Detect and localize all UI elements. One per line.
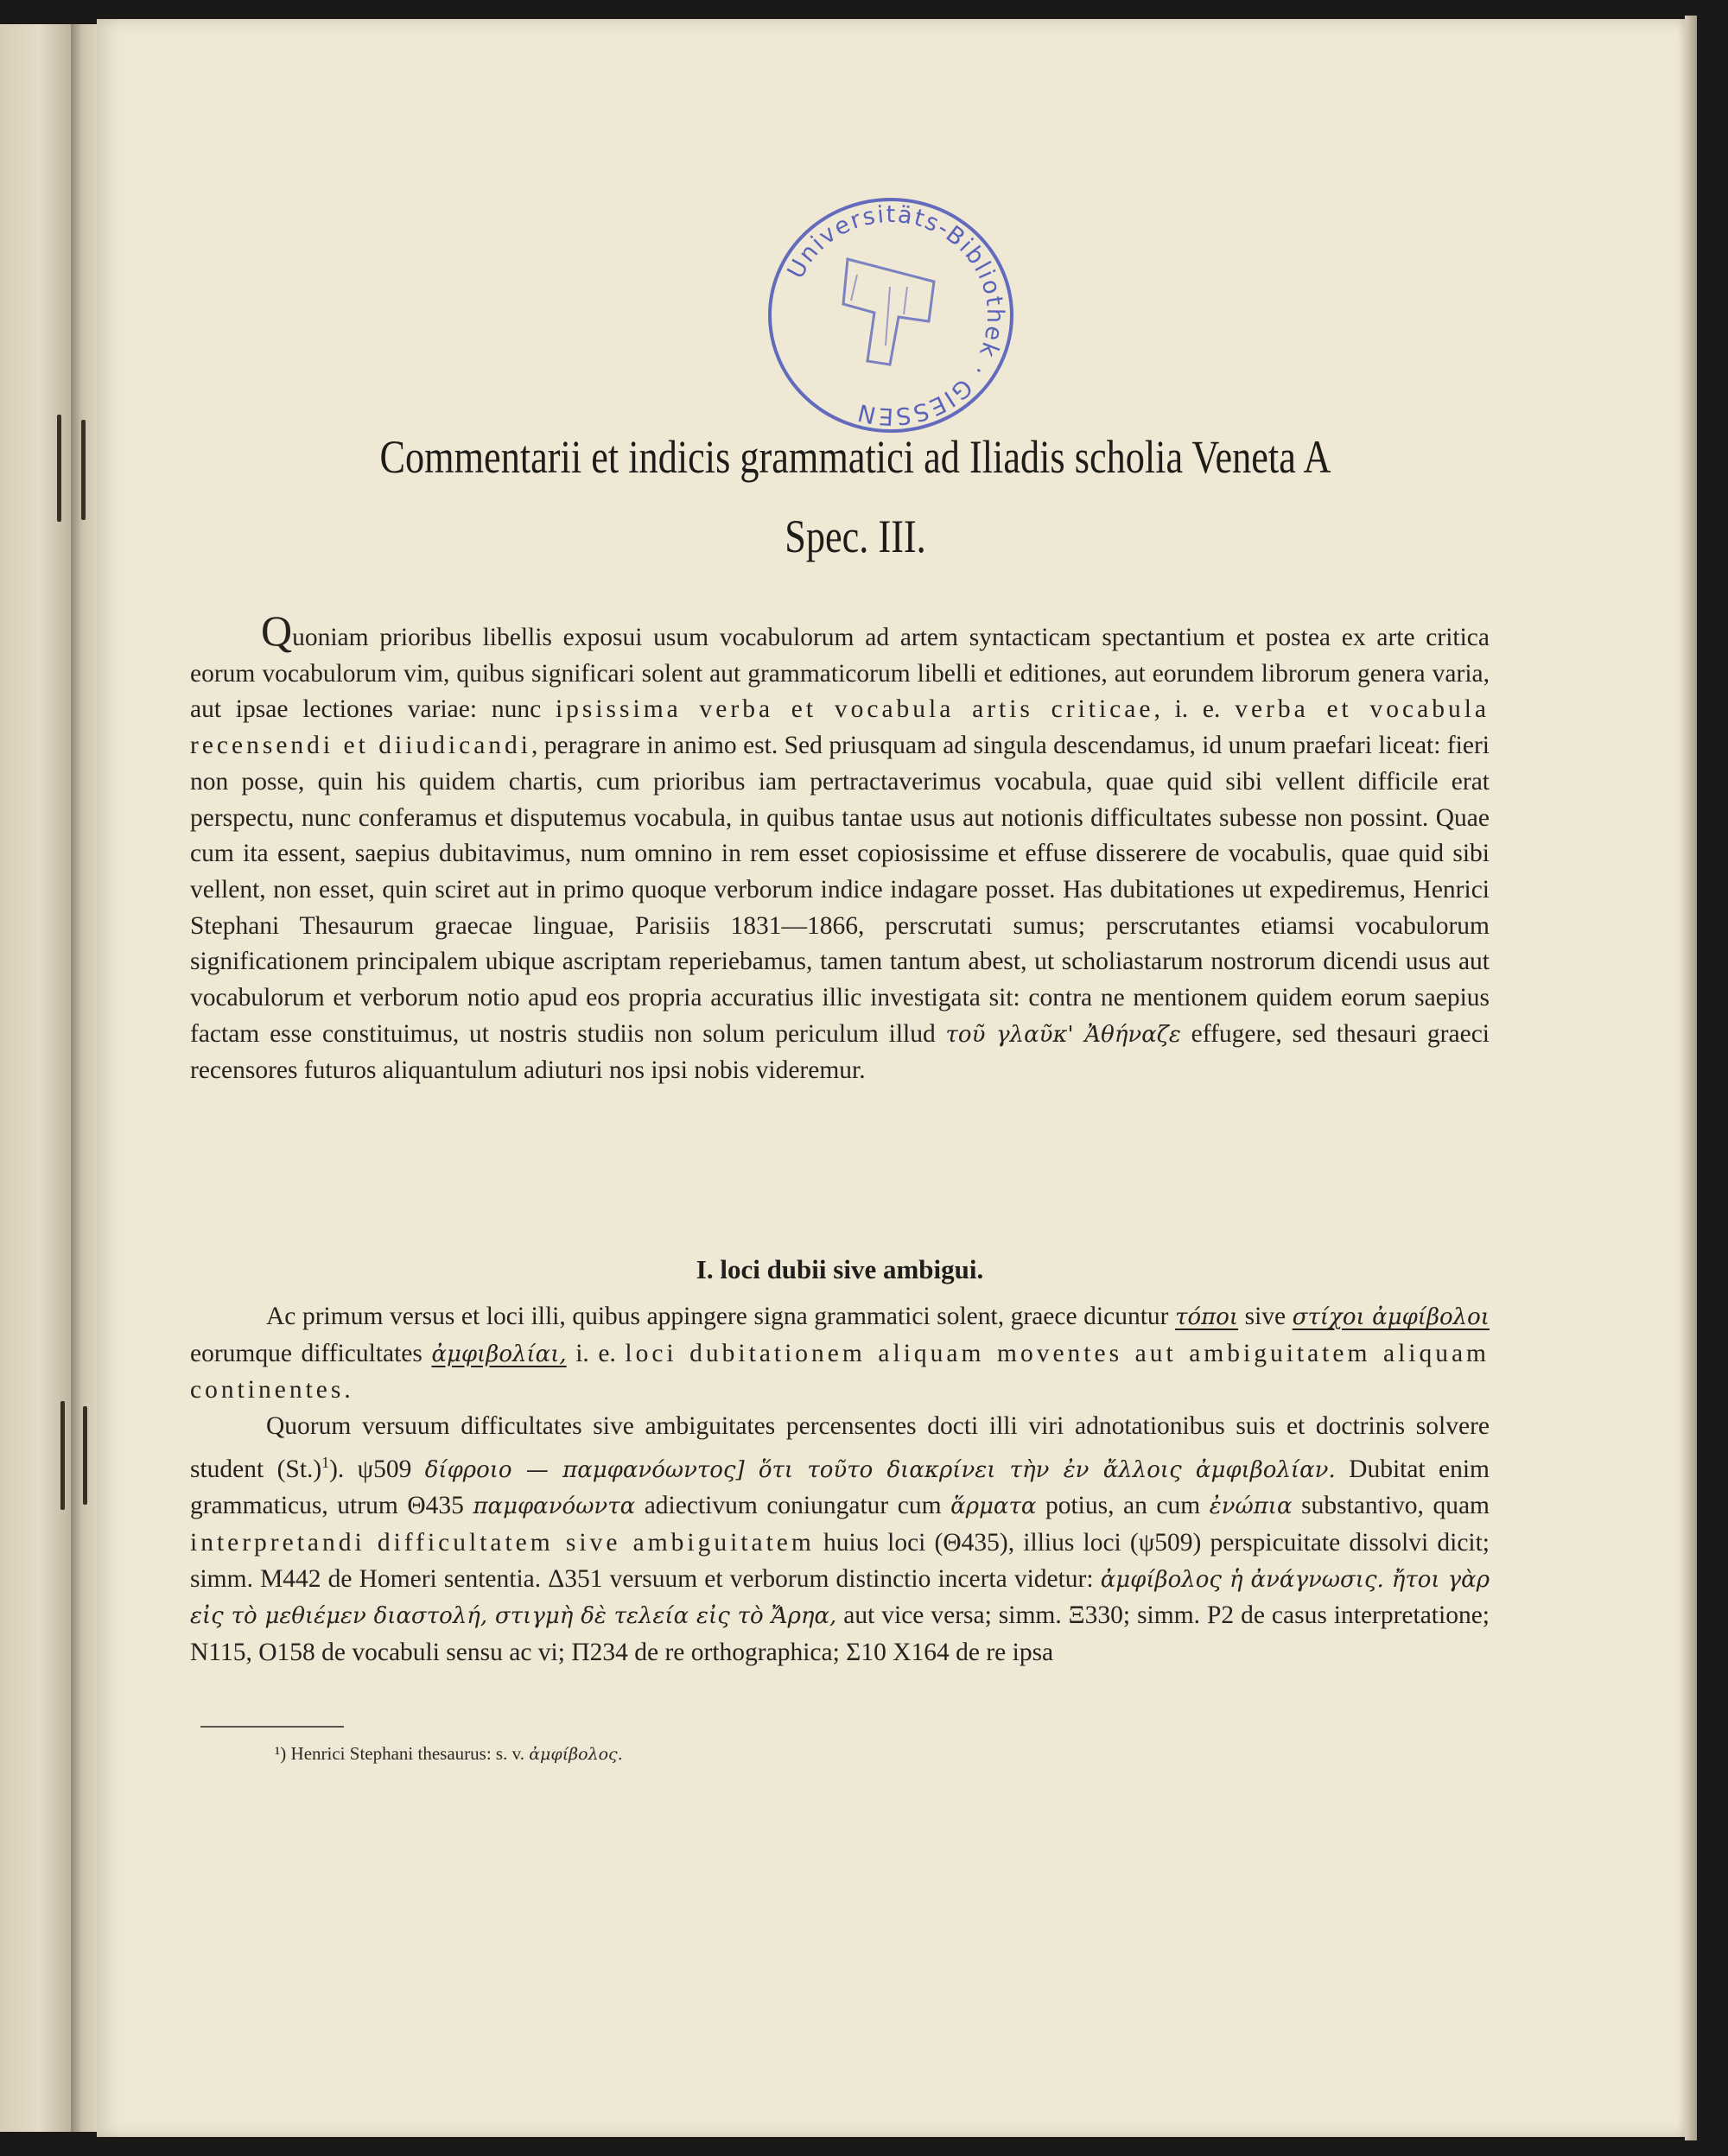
greek-text: στίχοι ἀμφίβολοι	[1292, 1304, 1490, 1330]
text-run: aut vice versa; simm. Ξ330; simm. Ρ2 de casus interpretatione; Ν115, Ο158 de vocabuli sensu ac vi; Π234 de re orthographica; Σ10 Χ164 de re ipsa	[190, 1601, 1490, 1667]
text-run: ). ψ509	[329, 1455, 425, 1483]
spaced-text: verba et vocabula recensendi et diiudicandi	[190, 695, 1490, 760]
text-run: adiectivum coniungatur cum	[635, 1492, 951, 1520]
text-run: eorumque difficultates	[190, 1339, 432, 1367]
text-run: Ac primum versus et loci illi, quibus appingere signa grammatici solent, graece dicuntur	[266, 1303, 1176, 1330]
greek-text: ἅρματα	[950, 1493, 1037, 1520]
text-run: 1	[321, 1453, 330, 1471]
text-run: sive	[1238, 1303, 1293, 1330]
text-run: Dubitat enim grammaticus, utrum Θ435	[190, 1455, 1490, 1520]
drop-cap: Q	[261, 606, 293, 655]
greek-text: ἀμφίβολος ἡ ἀνάγνωσις. ἤτοι γὰρ εἰς τὸ μεθιέμεν διαστολή, στιγμὴ δὲ τελεία εἰς τὸ Ἄρηα,	[190, 1566, 1490, 1630]
text-run: .	[344, 1376, 351, 1405]
text-run: effugere, sed thesauri graeci recensores futuros aliquantulum adiuturi nos ipsi nobis videremur.	[190, 1019, 1490, 1085]
page-subtitle: Spec. III.	[785, 510, 926, 562]
page-title: Commentarii et indicis grammatici ad Iliadis scholia Veneta A	[379, 431, 1331, 483]
text-run: huius loci (Θ435), illius loci (ψ509) perspicuitate dissolvi dicit; simm. Μ442 de Homeri sententia. Δ351 versuum et verborum distinctio incerta videtur:	[190, 1528, 1490, 1593]
greek-text: τόποι	[1175, 1304, 1239, 1330]
introduction-paragraph	[190, 606, 1490, 1089]
library-stamp-icon	[760, 192, 1021, 439]
page-edge	[1685, 16, 1697, 2140]
footnote-text: Henrici Stephani thesaurus: s. v.	[290, 1743, 530, 1764]
greek-text: ἐνώπια	[1209, 1493, 1293, 1520]
section-heading: I. loci dubii sive ambigui.	[696, 1254, 984, 1284]
footnote-marker: ¹)	[275, 1743, 287, 1764]
section-paragraph	[190, 1409, 1490, 1671]
previous-page-edge	[0, 24, 71, 2132]
spaced-text: interpretandi difficultatem sive ambiguitatem	[190, 1528, 815, 1557]
binding-stitch	[81, 420, 86, 520]
footnote	[275, 1743, 1225, 1765]
text-run: potius, an cum	[1036, 1492, 1210, 1520]
footnote-greek: ἀμφίβολος.	[529, 1745, 623, 1764]
footnote-rule	[200, 1726, 344, 1728]
binding-stitch	[83, 1406, 87, 1505]
binding-gutter	[71, 24, 97, 2132]
greek-text: δίφροιο — παμφανόωντος] ὅτι τοῦτο διακρίνει τὴν ἐν ἄλλοις ἀμφιβολίαν.	[424, 1456, 1336, 1483]
text-run: , i. e.	[1153, 695, 1236, 724]
greek-text: παμφανόωντα	[473, 1493, 636, 1520]
section-paragraph	[190, 1299, 1490, 1409]
binding-stitch	[60, 1401, 65, 1510]
text-run: uoniam prioribus libellis exposui usum vocabulorum ad artem syntacticam spectantium et postea ex arte critica eorum vocabulorum vim, quibus significari solent aut grammaticorum libelli et editiones, aut eorundem librorum genera varia, aut ipsae lectiones variae: nunc	[190, 624, 1490, 724]
text-run: substantivo, quam	[1292, 1492, 1490, 1520]
greek-text: ἀμφιβολίαι,	[431, 1341, 567, 1367]
greek-text: τοῦ γλαῦκ' Ἀθήναζε	[945, 1021, 1181, 1048]
text-run: , peragrare in animo est. Sed priusquam ad singula descendamus, id unum praefari liceat: fieri non posse, quin his quidem chartis, cum prioribus iam pertractaverimus vocabula, quae quid sibi vellent difficile erat perspectu, nunc conferamus et disputemus vocabula, in quibus tantae usus aut notionis difficultates subesse non possint. Quae cum ita essent, saepius dubitavimus, num omnino in rem esset copiosissime et effuse disserere de vocabulis, quae quid sibi vellent, non esset, quin sciret aut in primo quoque verborum indice indagare posset. Has dubitationes ut expediremus, Henrici Stephani Thesaurum graecae linguae, Parisiis 1831—1866, perscrutati sumus; perscrutantes etiamsi vocabulorum significationem principalem ubique ascriptam reperiebamus, tamen tantum abest, ut scholiastarum nostrorum dicendi usus aut vocabulorum et verborum notio apud eos propria accuratius illic investigata sit: contra ne mentionem quidem eorum saepius factam esse constituimus, ut nostris studiis non solum periculum illud	[190, 732, 1490, 1048]
spaced-text: ipsissima verba et vocabula artis criticae	[555, 695, 1154, 724]
svg-text:Universitäts-Bibliothek · GIES: Universitäts-Bibliothek · GIESSEN	[782, 200, 1009, 430]
binding-stitch	[57, 415, 61, 522]
text-run: Quorum versuum difficultates sive ambiguitates percensentes docti illi viri adnotationibus suis et doctrinis solvere student (St.)	[190, 1412, 1490, 1483]
text-run: i. e.	[566, 1339, 626, 1367]
spaced-text: loci dubitationem aliquam moventes aut ambiguitatem aliquam continentes	[190, 1339, 1490, 1405]
